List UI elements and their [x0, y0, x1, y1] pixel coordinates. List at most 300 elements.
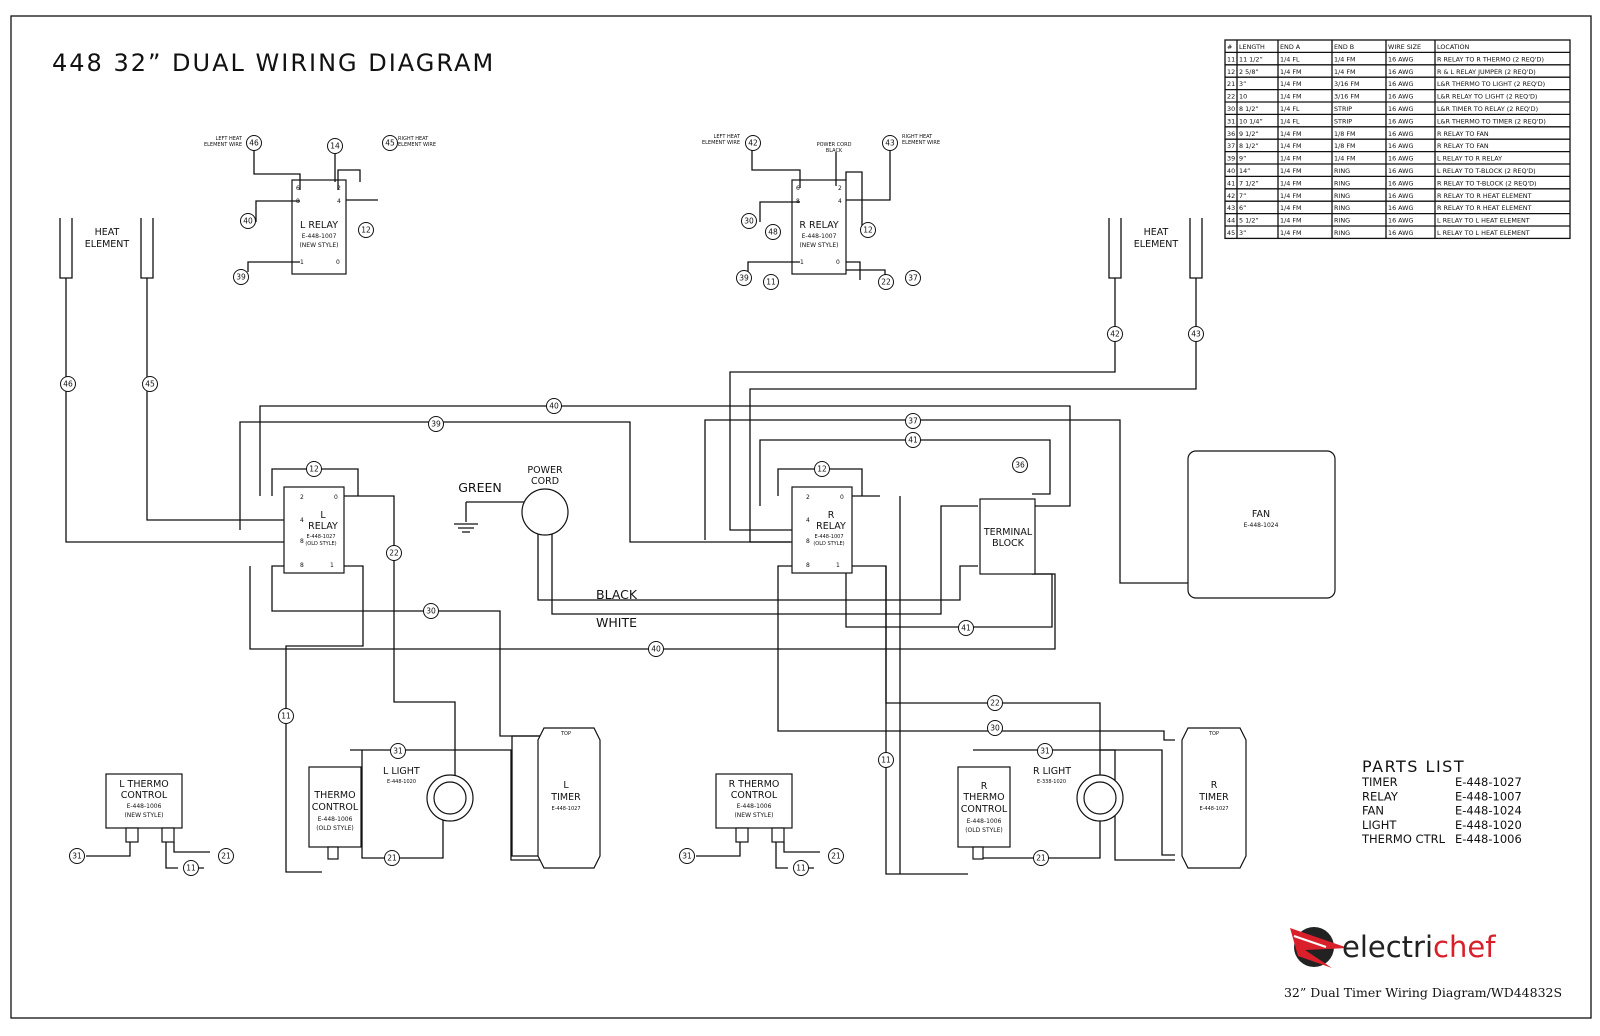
wire-tag-45 [383, 136, 398, 151]
wire-tag-31 [1038, 744, 1053, 759]
svg-text:CONTROL: CONTROL [960, 804, 1008, 815]
table-cell: 7 1/2” [1239, 179, 1259, 188]
svg-text:37: 37 [908, 273, 918, 283]
wire-tag-31 [391, 744, 406, 759]
svg-text:R RELAY: R RELAY [799, 220, 839, 231]
wire-tag-11 [279, 709, 294, 724]
svg-text:1: 1 [836, 562, 840, 569]
table-cell: L&R THERMO TO LIGHT (2 REQ'D) [1437, 80, 1546, 89]
wire-tag-11 [184, 861, 199, 876]
svg-text:11: 11 [796, 863, 806, 873]
table-cell: 16 AWG [1388, 191, 1414, 200]
svg-text:22: 22 [389, 548, 399, 558]
wire-tag-11 [764, 275, 779, 290]
parts-list [1361, 757, 1522, 846]
wire-tag-40 [547, 399, 562, 414]
parts-list-name: THERMO CTRL [1362, 832, 1446, 847]
table-cell: 16 AWG [1388, 154, 1414, 163]
svg-text:E-448-1006: E-448-1006 [736, 803, 772, 810]
svg-text:21: 21 [1036, 853, 1046, 863]
table-cell: 3” [1239, 229, 1247, 237]
svg-text:ELEMENT: ELEMENT [1133, 239, 1179, 250]
table-cell: 16 AWG [1388, 55, 1414, 64]
table-cell: 1/8 FM [1334, 142, 1356, 151]
wire-tag-31 [680, 849, 695, 864]
svg-text:(OLD STYLE): (OLD STYLE) [965, 827, 1003, 834]
parts-list-name: TIMER [1362, 775, 1398, 789]
table-cell: 9” [1239, 154, 1247, 163]
svg-text:E-448-1007: E-448-1007 [814, 534, 844, 540]
heat-element-label-left: HEAT [94, 227, 120, 238]
table-cell: 3/16 FM [1334, 80, 1360, 89]
svg-text:8: 8 [806, 562, 810, 569]
parts-list-heading: PARTS LIST [1362, 757, 1466, 776]
wire-tag-21 [219, 849, 234, 864]
svg-text:L THERMO: L THERMO [119, 779, 169, 790]
svg-text:R: R [827, 510, 835, 521]
svg-text:GREEN: GREEN [458, 480, 502, 495]
table-cell: R RELAY TO FAN [1437, 142, 1489, 151]
white-wire-label: WHITE [596, 615, 637, 630]
svg-text:40: 40 [243, 216, 253, 226]
table-cell: 1/4 FM [1280, 142, 1302, 151]
table-cell: 8 1/2” [1239, 105, 1259, 113]
svg-text:2: 2 [300, 494, 304, 501]
svg-text:E-448-1007: E-448-1007 [801, 233, 837, 240]
table-cell: 16 AWG [1388, 142, 1414, 151]
parts-list-name: RELAY [1362, 789, 1398, 804]
wire-tag-30 [742, 214, 757, 229]
svg-text:R LIGHT: R LIGHT [1033, 766, 1072, 777]
svg-text:TERMINAL: TERMINAL [983, 527, 1033, 538]
svg-text:12: 12 [309, 464, 319, 474]
svg-text:(OLD STYLE): (OLD STYLE) [305, 541, 337, 547]
table-cell: 16 AWG [1388, 67, 1414, 76]
svg-text:30: 30 [990, 723, 1000, 733]
svg-text:ELEMENT WIRE: ELEMENT WIRE [203, 142, 242, 148]
table-cell: L RELAY TO L HEAT ELEMENT [1437, 216, 1530, 225]
svg-text:CONTROL: CONTROL [730, 790, 778, 801]
svg-text:ELEMENT: ELEMENT [84, 239, 130, 250]
table-cell: 2 5/8” [1239, 67, 1259, 76]
wire-tag-40 [241, 214, 256, 229]
wire-tag-12 [307, 462, 322, 477]
table-cell: 1/4 FM [1280, 191, 1302, 200]
parts-list-name: FAN [1362, 803, 1385, 818]
table-cell: L&R TIMER TO RELAY (2 REQ'D) [1437, 105, 1539, 113]
table-cell: 30 [1227, 105, 1236, 113]
svg-text:39: 39 [739, 273, 749, 283]
r-thermo-old-style [958, 767, 1010, 859]
svg-text:40: 40 [549, 401, 559, 411]
fan [1188, 451, 1335, 598]
svg-text:12: 12 [817, 464, 827, 474]
svg-text:(NEW STYLE): (NEW STYLE) [124, 812, 164, 819]
wire-tag-41 [906, 433, 921, 448]
table-cell: 1/4 FM [1280, 167, 1302, 175]
svg-text:RIGHT HEAT: RIGHT HEAT [902, 134, 933, 140]
svg-text:ELEMENT WIRE: ELEMENT WIRE [398, 142, 437, 148]
table-cell: 16 AWG [1388, 105, 1414, 113]
svg-text:0: 0 [334, 494, 338, 501]
table-cell: 37 [1227, 142, 1236, 151]
parts-list-number: E-448-1020 [1455, 817, 1522, 832]
svg-text:LEFT HEAT: LEFT HEAT [713, 134, 740, 140]
wire-tag-11 [879, 753, 894, 768]
wire-tag-42 [746, 136, 761, 151]
table-cell: 1/4 FM [1280, 204, 1302, 213]
r-light [1033, 766, 1123, 821]
table-cell: 16 AWG [1388, 167, 1414, 175]
brand-wordmark: electrichef [1342, 930, 1496, 964]
svg-text:L: L [320, 510, 326, 521]
svg-text:21: 21 [831, 851, 841, 861]
svg-text:L: L [563, 780, 569, 791]
svg-text:43: 43 [1191, 329, 1201, 339]
heat-element-label-right: HEAT [1143, 227, 1169, 238]
svg-text:40: 40 [651, 644, 661, 654]
table-cell: L RELAY TO L HEAT ELEMENT [1437, 229, 1530, 237]
wire-tag-30 [424, 604, 439, 619]
wire-tag-22 [387, 546, 402, 561]
table-cell: 22 [1227, 92, 1236, 101]
table-cell: 16 AWG [1388, 80, 1414, 89]
wire-tag-39 [429, 417, 444, 432]
table-cell: R RELAY TO FAN [1437, 129, 1489, 138]
wire-tag-12 [359, 223, 374, 238]
svg-text:46: 46 [63, 379, 73, 389]
svg-text:8: 8 [300, 538, 304, 545]
wire-table [1225, 40, 1570, 238]
svg-text:FAN: FAN [1251, 509, 1271, 520]
table-cell: 43 [1227, 204, 1236, 213]
table-header-cell: END A [1280, 43, 1301, 51]
svg-text:(OLD STYLE): (OLD STYLE) [316, 825, 354, 832]
svg-text:0: 0 [836, 259, 840, 266]
table-header-cell: WIRE SIZE [1388, 43, 1422, 51]
table-cell: 16 AWG [1388, 229, 1414, 237]
r-thermo-new-style [696, 774, 820, 868]
table-cell: RING [1334, 179, 1351, 188]
table-cell: 16 AWG [1388, 179, 1414, 188]
diagram-title: 448 32” DUAL WIRING DIAGRAM [52, 49, 496, 77]
svg-text:46: 46 [249, 138, 259, 148]
svg-text:BLOCK: BLOCK [992, 538, 1024, 549]
r-timer [1182, 728, 1246, 868]
table-cell: R RELAY TO T-BLOCK (2 REQ'D) [1437, 179, 1537, 188]
table-header-cell: LOCATION [1437, 43, 1470, 51]
table-header-cell: END B [1334, 43, 1355, 51]
table-cell: 21 [1227, 80, 1236, 89]
svg-text:21: 21 [221, 851, 231, 861]
wire-tag-42 [1108, 327, 1123, 342]
table-cell: 11 [1227, 55, 1236, 64]
table-cell: 40 [1227, 167, 1236, 175]
svg-text:8: 8 [806, 538, 810, 545]
parts-list-number: E-448-1006 [1455, 832, 1522, 847]
svg-text:22: 22 [881, 277, 891, 287]
l-relay-old-style [284, 487, 344, 573]
wire-tag-21 [829, 849, 844, 864]
svg-text:E-338-1020: E-338-1020 [1037, 779, 1067, 785]
parts-list-number: E-448-1024 [1455, 803, 1522, 818]
svg-text:(NEW STYLE): (NEW STYLE) [734, 812, 774, 819]
wire-tag-21 [1034, 851, 1049, 866]
svg-text:41: 41 [961, 623, 971, 633]
svg-text:21: 21 [387, 853, 397, 863]
svg-text:TIMER: TIMER [551, 792, 581, 803]
svg-text:6: 6 [796, 185, 800, 192]
wire-tag-39 [737, 271, 752, 286]
svg-text:ELEMENT WIRE: ELEMENT WIRE [902, 140, 941, 146]
svg-text:R: R [1210, 780, 1218, 791]
table-cell: 8 1/2” [1239, 142, 1259, 151]
svg-text:48: 48 [768, 227, 778, 237]
table-cell: 16 AWG [1388, 117, 1414, 126]
wire-tag-22 [879, 275, 894, 290]
svg-text:E-448-1006: E-448-1006 [966, 818, 1002, 825]
table-cell: L&R THERMO TO TIMER (2 REQ'D) [1437, 117, 1546, 126]
wire-tag-36 [1013, 458, 1028, 473]
table-cell: 7” [1239, 191, 1247, 200]
table-header-cell: LENGTH [1239, 43, 1265, 51]
svg-text:RELAY: RELAY [308, 521, 338, 532]
table-cell: 1/4 FL [1280, 55, 1300, 64]
table-cell: 16 AWG [1388, 216, 1414, 225]
table-cell: RING [1334, 191, 1351, 200]
svg-text:30: 30 [426, 606, 436, 616]
svg-text:TOP: TOP [560, 731, 572, 737]
svg-text:30: 30 [744, 216, 754, 226]
table-cell: 36 [1227, 129, 1236, 138]
wire-tag-43 [883, 136, 898, 151]
wire-tag-30 [988, 721, 1003, 736]
table-cell: 3/16 FM [1334, 92, 1360, 101]
table-cell: 1/4 FM [1280, 92, 1302, 101]
svg-text:22: 22 [990, 698, 1000, 708]
svg-text:CONTROL: CONTROL [120, 790, 168, 801]
svg-text:4: 4 [838, 198, 842, 205]
svg-text:42: 42 [1110, 329, 1120, 339]
svg-text:TIMER: TIMER [1199, 792, 1229, 803]
wire-tag-40 [649, 642, 664, 657]
r-relay-new-style [748, 146, 890, 280]
svg-text:CORD: CORD [530, 476, 560, 487]
svg-text:12: 12 [863, 225, 873, 235]
table-cell: 6” [1239, 204, 1247, 213]
svg-text:R: R [980, 781, 988, 792]
svg-text:45: 45 [385, 138, 395, 148]
svg-text:1: 1 [800, 259, 804, 266]
svg-text:TOP: TOP [1208, 731, 1220, 737]
wire-tag-37 [906, 271, 921, 286]
svg-text:E-448-1006: E-448-1006 [317, 816, 353, 823]
r-relay-old-style [792, 487, 852, 573]
table-cell: R RELAY TO R HEAT ELEMENT [1437, 204, 1532, 213]
table-cell: RING [1334, 167, 1351, 175]
table-cell: 16 AWG [1388, 204, 1414, 213]
table-cell: R RELAY TO R HEAT ELEMENT [1437, 191, 1532, 200]
svg-text:45: 45 [145, 379, 155, 389]
svg-text:POWER: POWER [527, 465, 563, 476]
table-cell: 1/8 FM [1334, 129, 1356, 138]
table-cell: 5 1/2” [1239, 216, 1259, 225]
svg-text:E-448-1020: E-448-1020 [387, 779, 417, 785]
table-cell: L RELAY TO R RELAY [1437, 154, 1502, 163]
l-relay-new-style [248, 146, 378, 274]
svg-text:37: 37 [908, 416, 918, 426]
parts-list-name: LIGHT [1362, 817, 1397, 832]
table-cell: R & L RELAY JUMPER (2 REQ'D) [1437, 67, 1536, 76]
svg-text:POWER CORD: POWER CORD [816, 142, 852, 148]
table-cell: 1/4 FM [1280, 216, 1302, 225]
wire-tag-31 [70, 849, 85, 864]
svg-text:E-448-1007: E-448-1007 [301, 233, 337, 240]
svg-text:1: 1 [300, 259, 304, 266]
table-cell: 12 [1227, 67, 1236, 76]
table-cell: 42 [1227, 191, 1236, 200]
svg-text:ELEMENT WIRE: ELEMENT WIRE [701, 140, 740, 146]
svg-text:42: 42 [748, 138, 758, 148]
svg-text:L LIGHT: L LIGHT [383, 766, 420, 777]
table-cell: 11 1/2” [1239, 55, 1263, 64]
wire-tag-21 [385, 851, 400, 866]
svg-text:(NEW STYLE): (NEW STYLE) [299, 242, 339, 249]
table-cell: 1/4 FM [1280, 154, 1302, 163]
svg-text:36: 36 [1015, 460, 1025, 470]
wire-tag-37 [906, 414, 921, 429]
table-cell: 1/4 FM [1334, 154, 1356, 163]
svg-text:8: 8 [300, 562, 304, 569]
table-cell: 10 1/4” [1239, 117, 1263, 126]
svg-text:11: 11 [881, 755, 891, 765]
svg-text:31: 31 [393, 746, 403, 756]
svg-text:1: 1 [330, 562, 334, 569]
parts-list-number: E-448-1027 [1455, 775, 1522, 789]
wire-tag-14 [328, 139, 343, 154]
svg-text:THERMO: THERMO [963, 792, 1005, 803]
table-cell: STRIP [1334, 105, 1353, 113]
svg-text:2: 2 [838, 185, 842, 192]
svg-text:E-448-1024: E-448-1024 [1243, 522, 1279, 529]
svg-text:(OLD STYLE): (OLD STYLE) [813, 541, 845, 547]
svg-text:R THERMO: R THERMO [728, 779, 780, 790]
table-cell: 14” [1239, 167, 1251, 175]
svg-text:L RELAY: L RELAY [300, 220, 338, 231]
svg-text:E-448-1027: E-448-1027 [306, 534, 336, 540]
table-cell: 3” [1239, 80, 1247, 89]
table-cell: 1/4 FL [1280, 105, 1300, 113]
table-cell: 1/4 FM [1280, 129, 1302, 138]
svg-text:0: 0 [336, 259, 340, 266]
table-cell: 1/4 FM [1280, 67, 1302, 76]
svg-text:11: 11 [766, 277, 776, 287]
table-cell: STRIP [1334, 117, 1353, 126]
wire-tag-39 [234, 270, 249, 285]
svg-text:2: 2 [806, 494, 810, 501]
svg-text:(NEW STYLE): (NEW STYLE) [799, 242, 839, 249]
svg-text:31: 31 [1040, 746, 1050, 756]
wire-tag-22 [988, 696, 1003, 711]
table-cell: 1/4 FL [1280, 117, 1300, 126]
svg-text:11: 11 [281, 711, 291, 721]
black-wire-label: BLACK [596, 587, 638, 602]
table-cell: 10 [1239, 92, 1248, 101]
svg-text:LEFT HEAT: LEFT HEAT [215, 136, 242, 142]
svg-text:CONTROL: CONTROL [311, 802, 359, 813]
table-cell: 39 [1227, 154, 1236, 163]
svg-text:E-448-1027: E-448-1027 [1199, 806, 1229, 812]
table-cell: L RELAY TO T-BLOCK (2 REQ'D) [1437, 167, 1536, 175]
svg-text:BLACK: BLACK [825, 148, 843, 154]
table-cell: 1/4 FM [1280, 80, 1302, 89]
svg-text:8: 8 [296, 198, 300, 205]
svg-text:39: 39 [236, 272, 246, 282]
table-cell: RING [1334, 204, 1351, 213]
svg-text:4: 4 [337, 198, 341, 205]
svg-text:0: 0 [840, 494, 844, 501]
table-cell: 45 [1227, 229, 1236, 237]
wire-tag-46 [61, 377, 76, 392]
l-timer [538, 728, 600, 868]
diagram-caption: 32” Dual Timer Wiring Diagram/WD44832S [1283, 985, 1563, 1000]
wire-tag-12 [815, 462, 830, 477]
l-light [383, 766, 473, 821]
brand-logo [1290, 927, 1496, 968]
table-cell: 1/4 FM [1280, 179, 1302, 188]
svg-text:THERMO: THERMO [314, 790, 356, 801]
table-cell: RING [1334, 216, 1351, 225]
table-cell: 9 1/2” [1239, 129, 1259, 138]
svg-text:43: 43 [885, 138, 895, 148]
wire-tag-12 [861, 223, 876, 238]
svg-text:11: 11 [186, 863, 196, 873]
svg-text:RELAY: RELAY [816, 521, 846, 532]
table-header-cell: # [1227, 43, 1233, 51]
wire-tag-45 [143, 377, 158, 392]
table-cell: 16 AWG [1388, 129, 1414, 138]
wire-tag-41 [959, 621, 974, 636]
table-cell: 1/4 FM [1334, 67, 1356, 76]
l-thermo-new-style [86, 774, 210, 868]
table-cell: 31 [1227, 117, 1236, 126]
terminal-block [980, 499, 1035, 574]
svg-text:14: 14 [330, 141, 340, 151]
l-thermo-old-style [309, 767, 361, 859]
svg-text:8: 8 [796, 198, 800, 205]
table-cell: RING [1334, 229, 1351, 237]
wire-tag-11 [794, 861, 809, 876]
svg-text:2: 2 [337, 185, 341, 192]
svg-text:E-448-1027: E-448-1027 [551, 806, 581, 812]
svg-text:12: 12 [361, 225, 371, 235]
table-cell: L&R RELAY TO LIGHT (2 REQ'D) [1437, 92, 1538, 101]
svg-text:E-448-1006: E-448-1006 [126, 803, 162, 810]
table-cell: 1/4 FM [1334, 55, 1356, 64]
table-cell: 44 [1227, 216, 1236, 225]
parts-list-number: E-448-1007 [1455, 789, 1522, 804]
wire-tag-48 [766, 225, 781, 240]
svg-text:4: 4 [806, 517, 810, 524]
svg-text:39: 39 [431, 419, 441, 429]
svg-text:6: 6 [296, 185, 300, 192]
wire-tag-46 [247, 136, 262, 151]
wire-tag-43 [1189, 327, 1204, 342]
table-cell: 41 [1227, 179, 1236, 188]
svg-text:4: 4 [300, 517, 304, 524]
svg-text:RIGHT HEAT: RIGHT HEAT [398, 136, 429, 142]
svg-text:41: 41 [908, 435, 918, 445]
